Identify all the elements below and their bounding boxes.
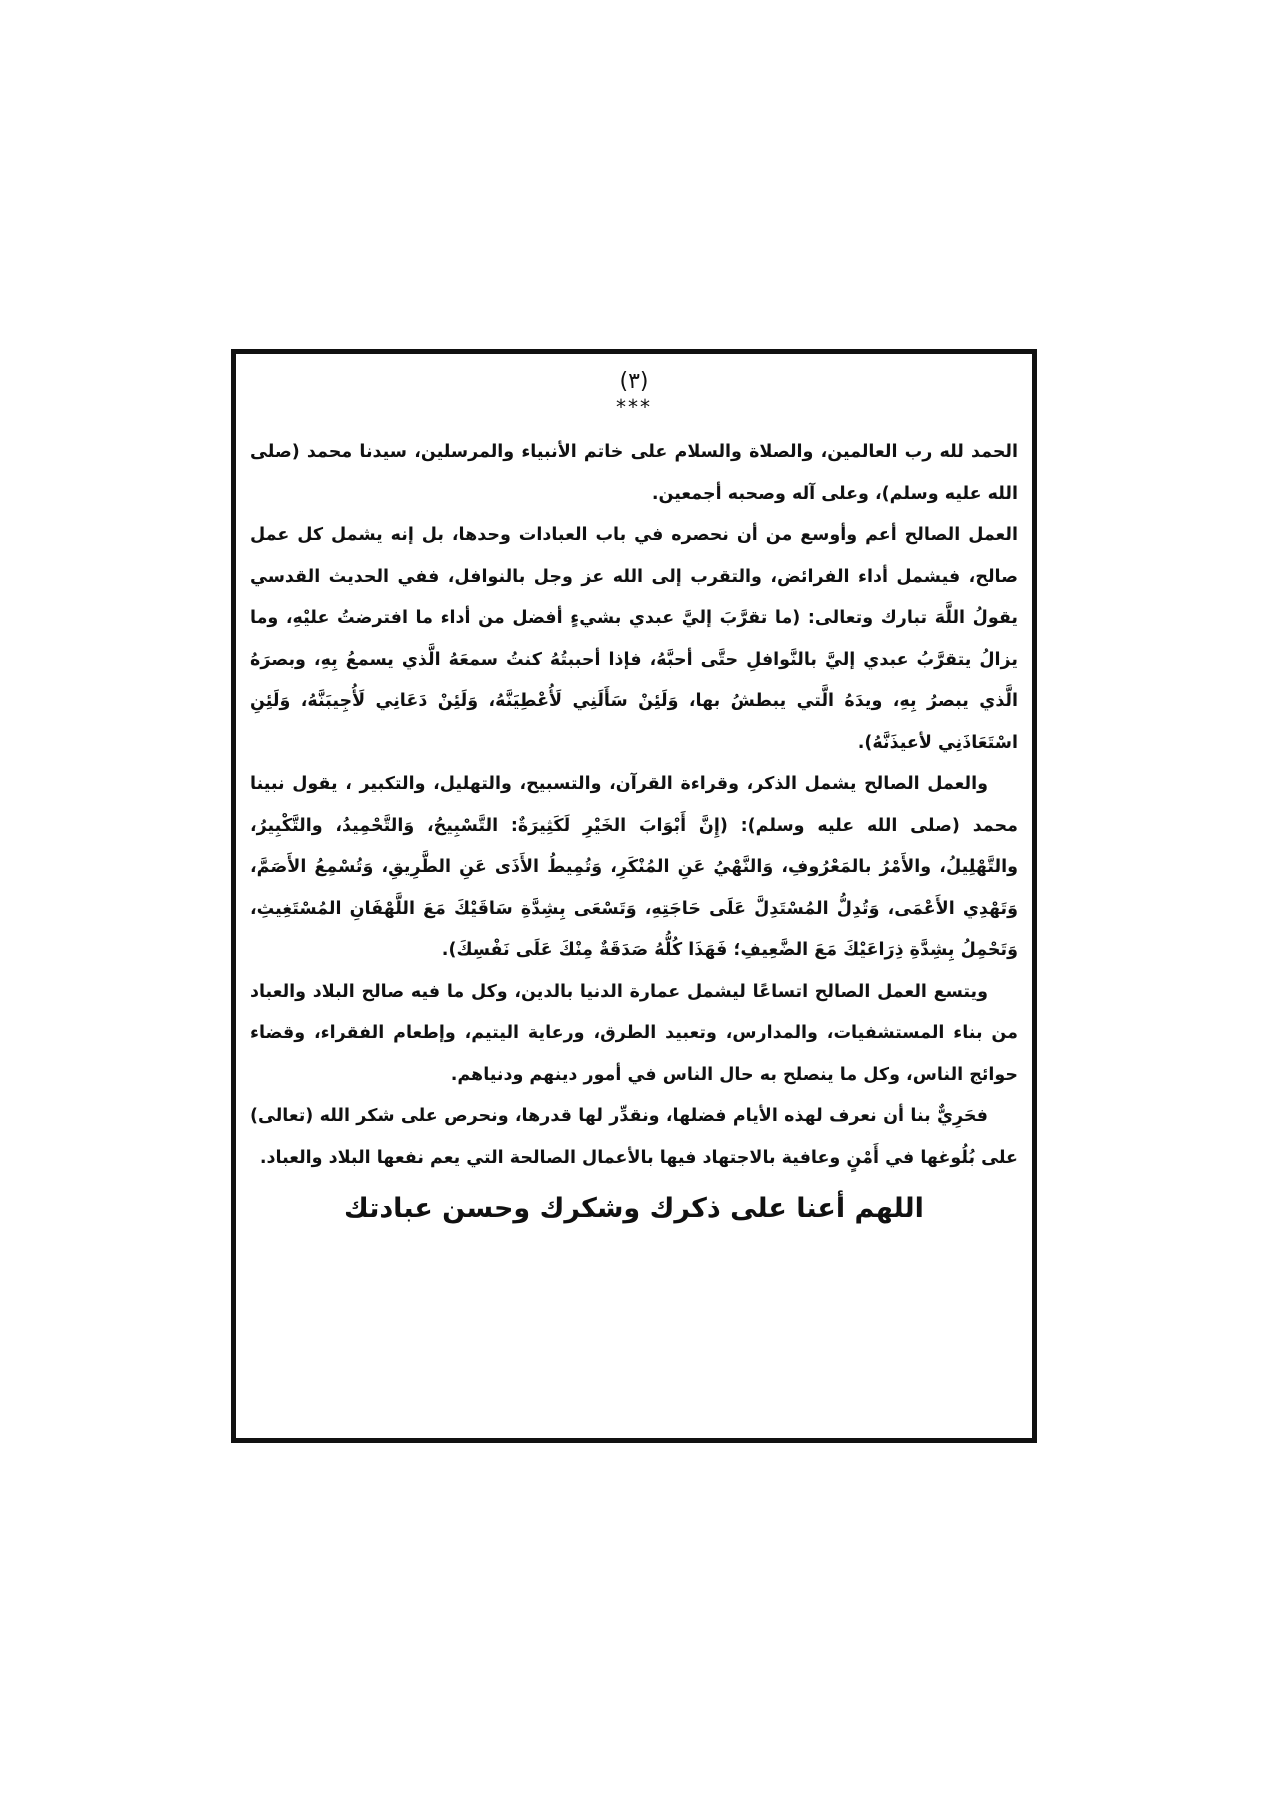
page-number: (٣) (619, 369, 649, 394)
paragraph-worldly-deeds: ويتسع العمل الصالح اتساعًا ليشمل عمارة الدنيا بالدين، وكل ما فيه صالح البلاد والعباد من بناء المستشفيات، والمدارس، وتعبيد الطرق، ورعاية اليتيم، وإطعام الفقراء، وقضاء حوائج الناس، وكل ما ينصلح به حال الناس في أمور دينهم ودنياهم. (250, 981, 1018, 1085)
closing-supplication: اللهم أعنا على ذكرك وشكرك وحسن عبادتك (344, 1193, 924, 1224)
page-content (250, 364, 1018, 1428)
paragraph-righteous-deeds: العمل الصالح أعم وأوسع من أن نحصره في باب العبادات وحدها، بل إنه يشمل كل عمل صالح، فيشمل أداء الفرائض، والتقرب إلى الله عز وجل بالنوافل، ففي الحديث القدسي يقولُ اللَّهَ تبارك وتعالى: (ما تقرَّبَ إليَّ عبدي بشيءٍ أفضل من أداء ما افترضتُ عليْهِ، وما يزالُ يتقرَّبُ عبدي إليَّ بالنَّوافلِ حتَّى أحبَّهُ، فإذا أحببتُهُ كنتُ سمعَهُ الَّذي يسمعُ بِهِ، وبصرَهُ الَّذي يبصرُ بِهِ، ويدَهُ الَّتي يبطشُ بها، وَلَئِنْ سَأَلَنِي لَأُعْطِيَنَّهُ، وَلَئِنْ دَعَانِي لَأُجِيبَنَّهُ، وَلَئِنِ اسْتَعَاذَنِي لأعيذَنَّهُ). (250, 525, 1018, 753)
page-frame (231, 349, 1037, 1443)
section-separator: *** (616, 395, 652, 419)
paragraph-opening: الحمد لله رب العالمين، والصلاة والسلام على خاتم الأنبياء والمرسلين، سيدنا محمد (صلى الله عليه وسلم)، وعلى آله وصحبه أجمعين. (250, 442, 1018, 504)
paragraph-gratitude: فحَرِيٌّ بنا أن نعرف لهذه الأيام فضلها، ونقدِّر لها قدرها، ونحرص على شكر الله (تعالى) على بُلُوغها في أَمْنٍ وعافية بالاجتهاد فيها بالأعمال الصالحة التي يعم نفعها البلاد والعباد. (250, 1106, 1018, 1168)
paragraph-remembrance: والعمل الصالح يشمل الذكر، وقراءة القرآن، والتسبيح، والتهليل، والتكبير ، يقول نبينا محمد (صلى الله عليه وسلم): (إِنَّ أَبْوَابَ الخَيْرِ لَكَثِيرَةٌ: التَّسْبِيحُ، وَالتَّحْمِيدُ، والتَّكْبِيرُ، والتَّهْلِيلُ، والأَمْرُ بالمَعْرُوفِ، وَالنَّهْيُ عَنِ المُنْكَرِ، وَتُمِيطُ الأَذَى عَنِ الطَّرِيقِ، وَتُسْمِعُ الأَصَمَّ، وَتَهْدِي الأَعْمَى، وَتُدِلُّ المُسْتَدِلَّ عَلَى حَاجَتِهِ، وَتَسْعَى بِشِدَّةِ سَاقَيْكَ مَعَ اللَّهْفَانِ المُسْتَغِيثِ، وَتَحْمِلُ بِشِدَّةِ ذِرَاعَيْكَ مَعَ الضَّعِيفِ؛ فَهَذَا كُلُّهُ صَدَقَةٌ مِنْكَ عَلَى نَفْسِكَ). (250, 774, 1018, 960)
